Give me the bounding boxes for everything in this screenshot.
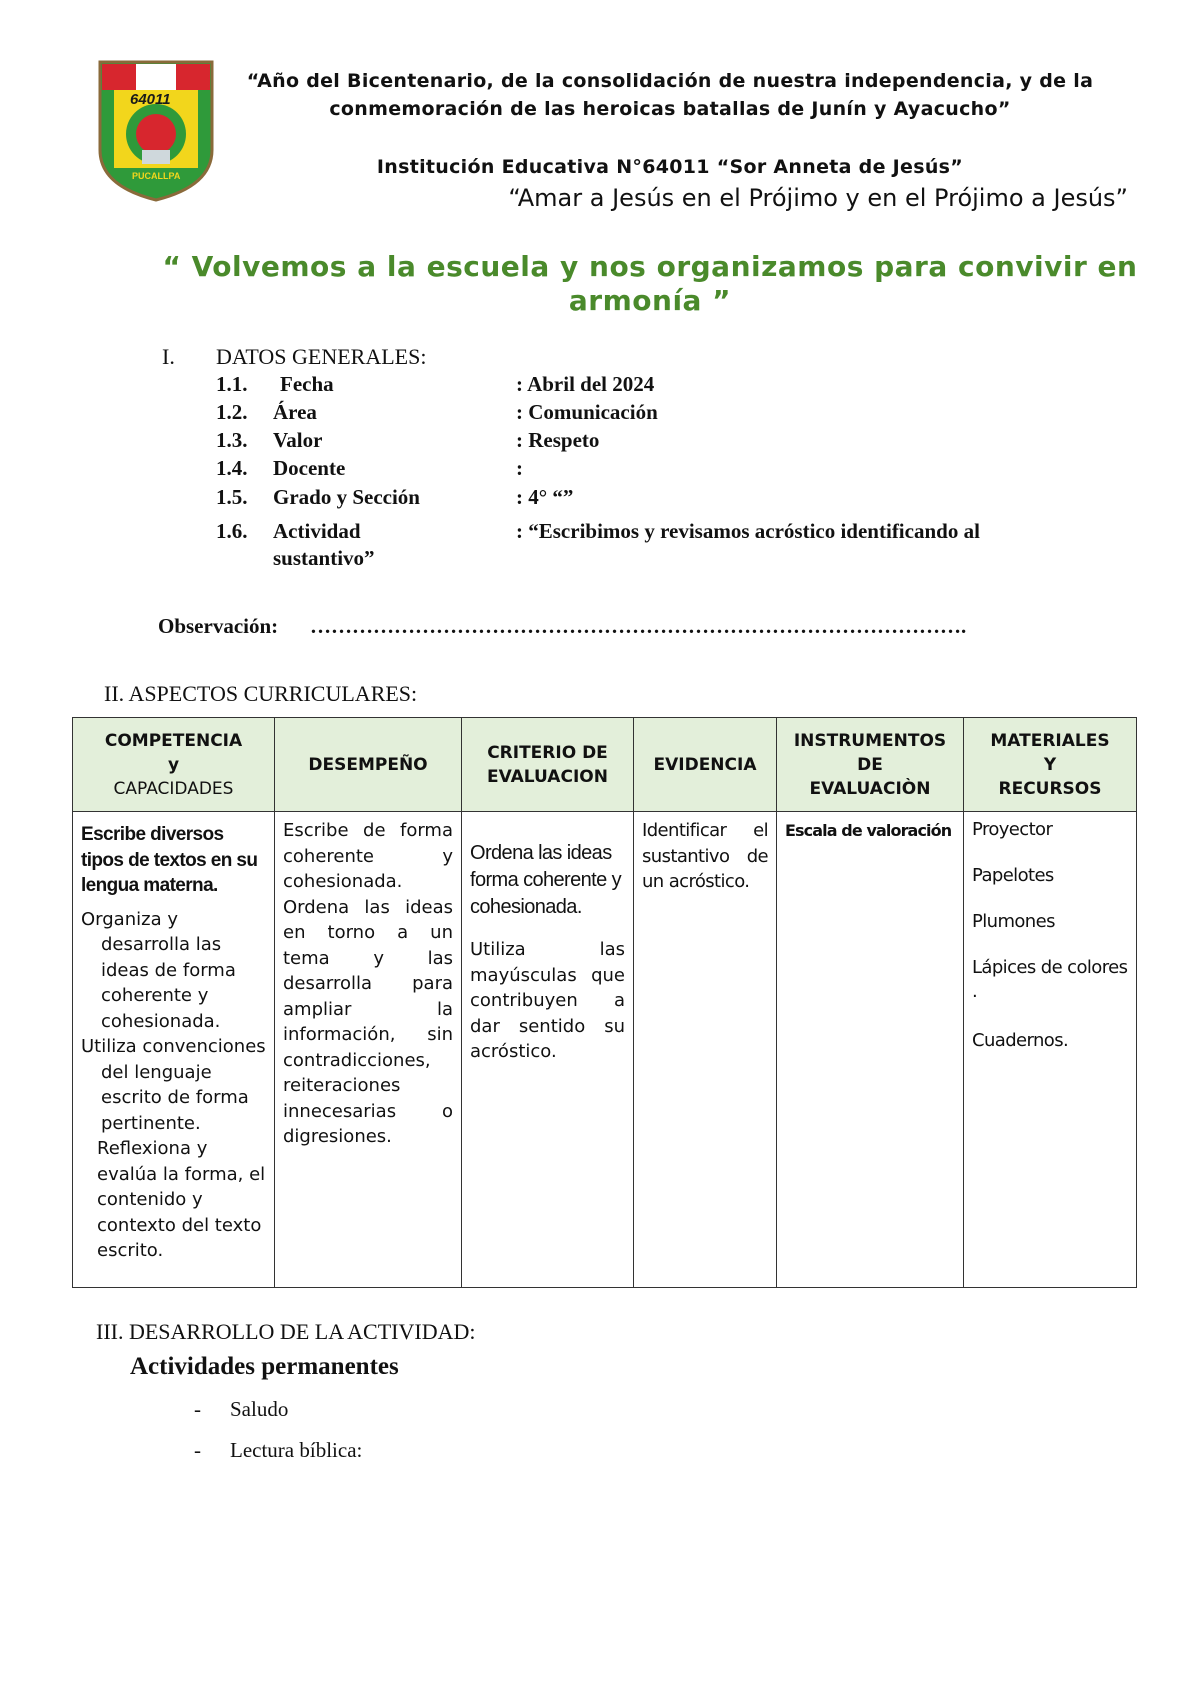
- header-competencia: [73, 718, 275, 812]
- cell-instrumento: Escala de valoración: [777, 812, 964, 1288]
- competencia-title: Escribe diversos tipos de textos en su lengua materna.: [81, 824, 258, 896]
- datos-num-1: 1.1.: [216, 372, 248, 396]
- header-evidencia: EVIDENCIA: [634, 718, 777, 812]
- datos-num-3: 1.3.: [216, 428, 248, 452]
- datos-label-3: Valor: [273, 428, 323, 452]
- cell-competencia: [73, 812, 275, 1288]
- datos-num-5: 1.5.: [216, 485, 248, 509]
- datos-heading-num: I.: [162, 344, 175, 369]
- capacidad-2: Utiliza convenciones del lenguaje escrito de forma pertinente.: [81, 1036, 266, 1134]
- table-header-row: [73, 718, 1137, 812]
- datos-value-6: : “Escribimos y revisamos acróstico identificando al: [516, 519, 980, 543]
- datos-value-4: :: [516, 456, 523, 480]
- material-4: Lápices de colores .: [972, 957, 1128, 1002]
- header-materiales-3: RECURSOS: [998, 778, 1102, 799]
- institution-block: [230, 156, 1110, 178]
- header-competencia-2: y: [167, 754, 180, 775]
- desarrollo-item-1: Saludo: [230, 1397, 289, 1421]
- datos-value-1: : Abril del 2024: [516, 372, 655, 396]
- datos-num-4: 1.4.: [216, 456, 248, 480]
- header-materiales-1: MATERIALES: [990, 730, 1110, 751]
- material-2: Papelotes: [972, 865, 1054, 886]
- logo-number: 64011: [130, 91, 171, 108]
- cell-criterio: [462, 812, 634, 1288]
- header-instrumentos-3: EVALUACIÒN: [809, 778, 931, 799]
- header-desempeno: DESEMPEÑO: [275, 718, 462, 812]
- material-5: Cuadernos.: [972, 1030, 1069, 1051]
- institution-name: Institución Educativa N°64011 “Sor Anneta de Jesús”: [376, 156, 964, 178]
- dash-1: -: [194, 1397, 201, 1421]
- title-line-2: armonía ”: [568, 284, 732, 317]
- desarrollo-item-2: Lectura bíblica:: [230, 1438, 363, 1462]
- datos-num-2: 1.2.: [216, 400, 248, 424]
- capacidad-1: Organiza y desarrolla las ideas de forma coherente y cohesionada.: [81, 908, 236, 1032]
- material-3: Plumones: [972, 911, 1055, 932]
- datos-label-6: Actividad: [273, 519, 361, 543]
- datos-label-5: Grado y Sección: [273, 485, 420, 509]
- cell-materiales: [964, 812, 1137, 1288]
- datos-label-6-cont: sustantivo”: [273, 546, 375, 570]
- criterio-2: Utiliza las mayúsculas que contribuyen a dar sentido su acróstico.: [470, 939, 625, 1062]
- logo-city: PUCALLPA: [132, 171, 181, 181]
- cell-evidencia: Identificar el sustantivo de un acróstico.: [634, 812, 777, 1288]
- datos-num-6: 1.6.: [216, 519, 248, 543]
- datos-label-2: Área: [273, 400, 317, 424]
- datos-value-3: : Respeto: [516, 428, 600, 452]
- material-1: Proyector: [972, 819, 1053, 840]
- header-instrumentos-2: DE: [857, 754, 883, 775]
- header-criterio: [462, 718, 634, 812]
- year-line-2: conmemoración de las heroicas batallas de Junín y Ayacucho”: [329, 98, 1011, 120]
- school-logo: [96, 58, 216, 204]
- header-criterio-1: CRITERIO DE: [487, 742, 608, 763]
- curricular-table: [72, 717, 1137, 1288]
- datos-label-4: Docente: [273, 456, 346, 480]
- capacidad-3: Reflexiona y evalúa la forma, el contenido y contexto del texto escrito.: [97, 1138, 266, 1261]
- header-materiales-2: Y: [1043, 754, 1057, 775]
- header-criterio-2: EVALUACION: [487, 766, 608, 787]
- header-competencia-1: COMPETENCIA: [104, 730, 243, 751]
- datos-value-5: : 4° “”: [516, 485, 574, 509]
- page-title: [150, 250, 1150, 318]
- school-motto: “Amar a Jesús en el Prójimo y en el Prójimo a Jesús”: [508, 184, 1128, 212]
- dash-2: -: [194, 1438, 201, 1462]
- datos-label-1: Fecha: [280, 372, 334, 396]
- datos-value-2: : Comunicación: [516, 400, 658, 424]
- year-banner: [230, 70, 1110, 120]
- table-row: [73, 812, 1137, 1288]
- desarrollo-subheading: Actividades permanentes: [130, 1353, 399, 1380]
- observacion-label: Observación:: [158, 614, 279, 638]
- aspectos-heading: II. ASPECTOS CURRICULARES:: [104, 681, 418, 706]
- desarrollo-heading: III. DESARROLLO DE LA ACTIVIDAD:: [96, 1319, 476, 1344]
- header-instrumentos: [777, 718, 964, 812]
- cell-desempeno: Escribe de forma coherente y cohesionada. Ordena las ideas en torno a un tema y las desarrolla para ampliar la información, sin contradicciones, reiteraciones innecesarias o digresiones.: [275, 812, 462, 1288]
- year-line-1: “Año del Bicentenario, de la consolidación de nuestra independencia, y de la: [246, 70, 1094, 92]
- criterio-1: Ordena las ideas forma coherente y cohesionada.: [470, 842, 621, 918]
- header-materiales: [964, 718, 1137, 812]
- datos-heading: DATOS GENERALES:: [216, 344, 427, 369]
- header-instrumentos-1: INSTRUMENTOS: [793, 730, 947, 751]
- header-competencia-3: CAPACIDADES: [113, 778, 234, 799]
- observacion-value: ………………………………………………………………………………….: [310, 614, 967, 638]
- title-line-1: “ Volvemos a la escuela y nos organizamos para convivir en: [162, 250, 1138, 283]
